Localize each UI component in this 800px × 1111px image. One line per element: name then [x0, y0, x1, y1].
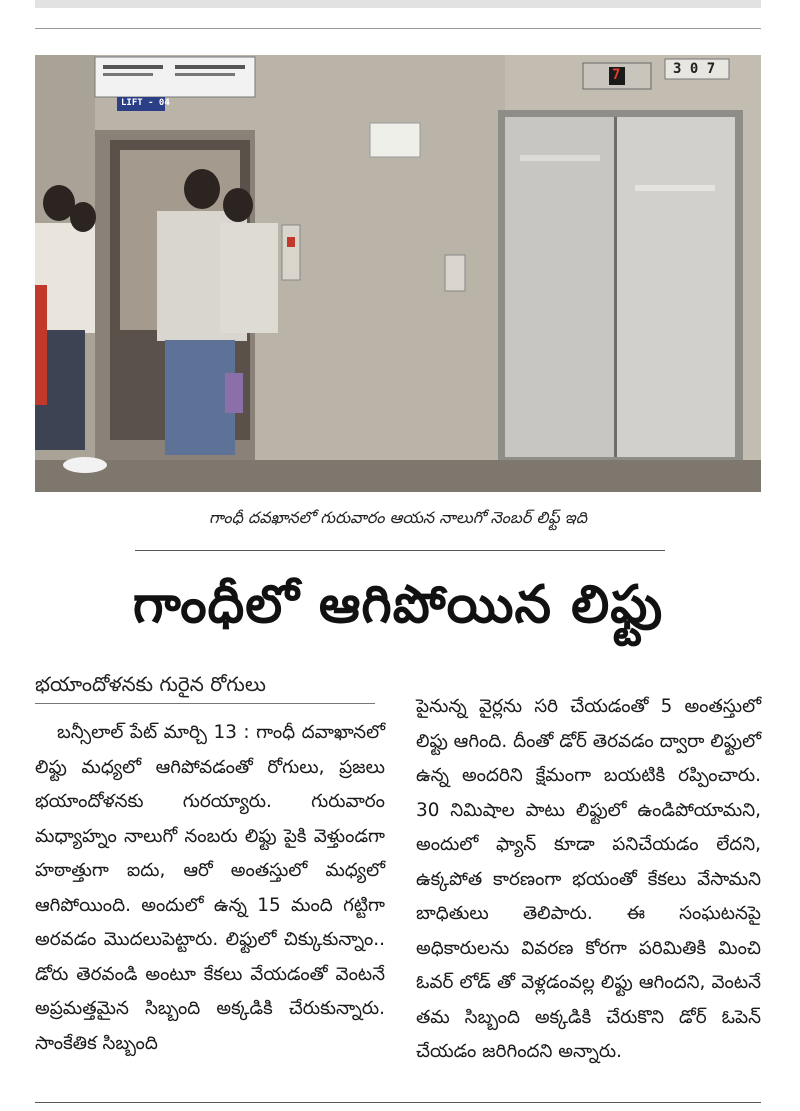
lift-floor-indicator: 7 — [612, 67, 621, 83]
body-paragraph-right: పైనున్న వైర్లను సరి చేయడంతో 5 అంతస్తులో లిఫ్టు ఆగింది. దీంతో డోర్‌ తెరవడం ద్వారా లిఫ్టులో ఉన్న అందరిని క్షేమంగా బయటికి రప్పించారు. 30 నిమిషాల పాటు లిఫ్టులో ఉండిపోయామని, అందులో ఫ్యాన్‌ కూడా పనిచేయడం లేదని, ఉక్కపోత కారణంగా భయంతో కేకలు వేసామని బాధితులు తెలిపారు. ఈ సంఘటనపై అధికారులను వివరణ కోరగా పరిమితికి మించి ఓవర్‌ లోడ్‌ తో వెళ్లడంవల్ల లిఫ్టు ఆగిందని, వెంటనే తమ సిబ్బంది అక్కడికి చేరుకొని డోర్‌ ఓపెన్‌ చేయడం జరిగిందని అన్నారు. — [416, 696, 761, 1062]
article-headline: గాంధీలో ఆగిపోయిన లిఫ్టు — [132, 575, 664, 635]
photo-caption: గాంధీ దవఖానలో గురువారం ఆయన నాలుగో నెంబర్‌ లిఫ్ట్‌ ఇది — [208, 508, 587, 527]
previous-article-strip — [35, 0, 761, 8]
subhead-divider — [35, 703, 375, 704]
bottom-divider — [35, 1102, 761, 1103]
article-body-left-column — [35, 716, 385, 1061]
caption-divider — [135, 550, 665, 551]
floor-plate: 3 0 7 — [673, 61, 716, 77]
article-body-right-column — [416, 690, 761, 1070]
article-photo — [35, 55, 761, 492]
top-divider — [35, 28, 761, 29]
article-subheadline: భయాందోళనకు గురైన రోగులు — [35, 672, 266, 696]
lift-photo-illustration — [35, 55, 761, 492]
lift-sign: LIFT - 04 — [121, 98, 170, 108]
body-paragraph-left: బన్సీలాల్‌ పేట్‌ మార్చి 13 : గాంధీ దవాఖానలో లిఫ్టు మధ్యలో ఆగిపోవడంతో రోగులు, ప్రజలు భయాందోళనకు గురయ్యారు. గురువారం మధ్యాహ్నం నాలుగో నంబరు లిఫ్టు పైకి వెళ్తుండగా హఠాత్తుగా ఐదు, ఆరో అంతస్తులో మధ్యలో ఆగిపోయింది. అందులో ఉన్న 15 మంది గట్టిగా అరవడం మొదలుపెట్టారు. లిఫ్టులో చిక్కుకున్నాం.. డోరు తెరవండి అంటూ కేకలు వేయడంతో వెంటనే అప్రమత్తమైన సిబ్బంది అక్కడికి చేరుకున్నారు. సాంకేతిక సిబ్బంది — [35, 722, 385, 1054]
